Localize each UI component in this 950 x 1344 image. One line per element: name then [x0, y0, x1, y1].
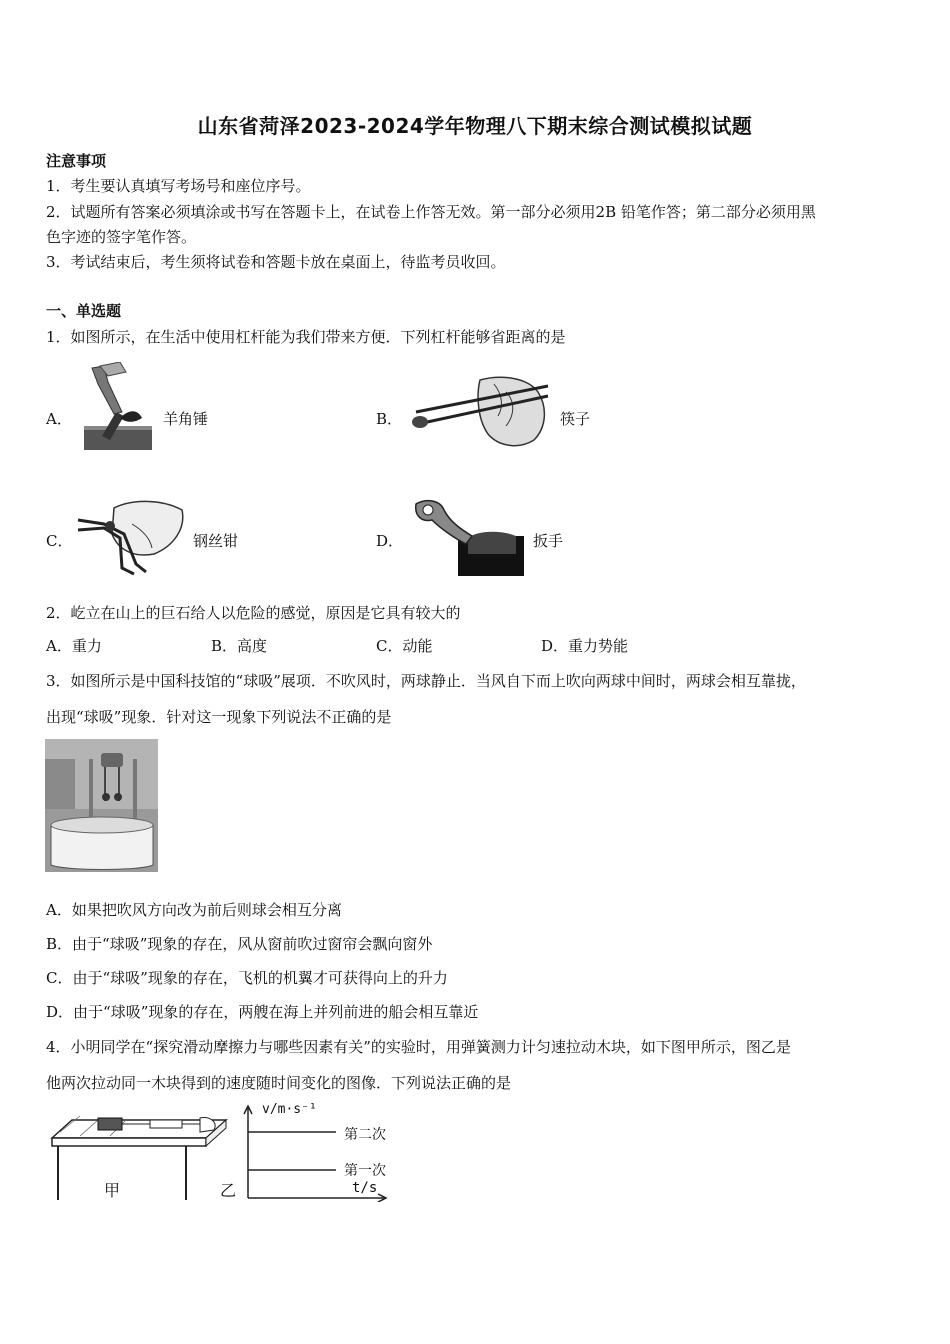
notice-item: 色字迹的签字笔作答。	[46, 228, 197, 246]
q1-option-d-label: 扳手	[533, 532, 564, 550]
q4-stem-line2: 他两次拉动同一木块得到的速度随时间变化的图像．下列说法正确的是	[46, 1074, 512, 1092]
q1-option-c-label: 钢丝钳	[193, 532, 239, 550]
q1-stem: 1．如图所示，在生活中使用杠杆能为我们带来方便．下列杠杆能够省距离的是	[46, 328, 566, 346]
chopsticks-image	[406, 372, 552, 450]
q1-option-a-label: 羊角锤	[163, 410, 209, 428]
q2-option-b: B．高度	[211, 637, 268, 655]
claw-hammer-image	[80, 362, 156, 454]
notice-item: 2．试题所有答案必须填涂或书写在答题卡上，在试卷上作答无效。第一部分必须用2B 铅笔作答；第二部分必须用黑	[46, 203, 816, 221]
wrench-image	[406, 494, 526, 576]
figure-yi-label: 乙	[220, 1181, 237, 1200]
pliers-image	[74, 494, 190, 576]
q1-option-b-label: 筷子	[560, 410, 591, 428]
q3-option-c: C．由于“球吸”现象的存在，飞机的机翼才可获得向上的升力	[46, 969, 448, 987]
ball-suction-photo	[45, 739, 158, 872]
q2-option-a: A．重力	[46, 637, 102, 655]
q1-option-b-letter: B．	[376, 410, 403, 428]
q4-stem-line1: 4．小明同学在“探究滑动摩擦力与哪些因素有关”的实验时，用弹簧测力计匀速拉动木块，如下图甲所示，图乙是	[46, 1038, 791, 1056]
figure-jia-table	[50, 1112, 240, 1202]
q1-option-a-letter: A．	[46, 410, 72, 428]
notice-item: 3．考试结束后，考生须将试卷和答题卡放在桌面上，待监考员收回。	[46, 253, 506, 271]
q3-option-d: D．由于“球吸”现象的存在，两艘在海上并列前进的船会相互靠近	[46, 1003, 479, 1021]
q1-option-d-letter: D．	[376, 532, 404, 550]
q3-stem-line1: 3．如图所示是中国科技馆的“球吸”展项．不吹风时，两球静止．当风自下而上吹向两球中间时，两球会相互靠拢，	[46, 672, 806, 690]
notice-item: 1．考生要认真填写考场号和座位序号。	[46, 177, 311, 195]
section-heading: 一、单选题	[46, 302, 122, 320]
y-axis-label: v/m·s⁻¹	[262, 1102, 317, 1117]
x-axis-label: t/s	[352, 1180, 378, 1196]
q2-option-d: D．重力势能	[541, 637, 629, 655]
page-title: 山东省菏泽2023-2024学年物理八下期末综合测试模拟试题	[197, 114, 753, 138]
q2-stem: 2．屹立在山上的巨石给人以危险的感觉，原因是它具有较大的	[46, 604, 461, 622]
notice-heading: 注意事项	[46, 152, 107, 170]
q3-stem-line2: 出现“球吸”现象．针对这一现象下列说法不正确的是	[46, 708, 392, 726]
q2-option-c: C．动能	[376, 637, 433, 655]
second-run-label: 第二次	[344, 1127, 386, 1143]
figure-jia-label: 甲	[104, 1181, 121, 1200]
q3-option-b: B．由于“球吸”现象的存在，风从窗前吹过窗帘会飘向窗外	[46, 935, 433, 953]
q3-option-a: A．如果把吹风方向改为前后则球会相互分离	[46, 901, 342, 919]
q1-option-c-letter: C．	[46, 532, 73, 550]
first-run-label: 第一次	[344, 1163, 386, 1179]
